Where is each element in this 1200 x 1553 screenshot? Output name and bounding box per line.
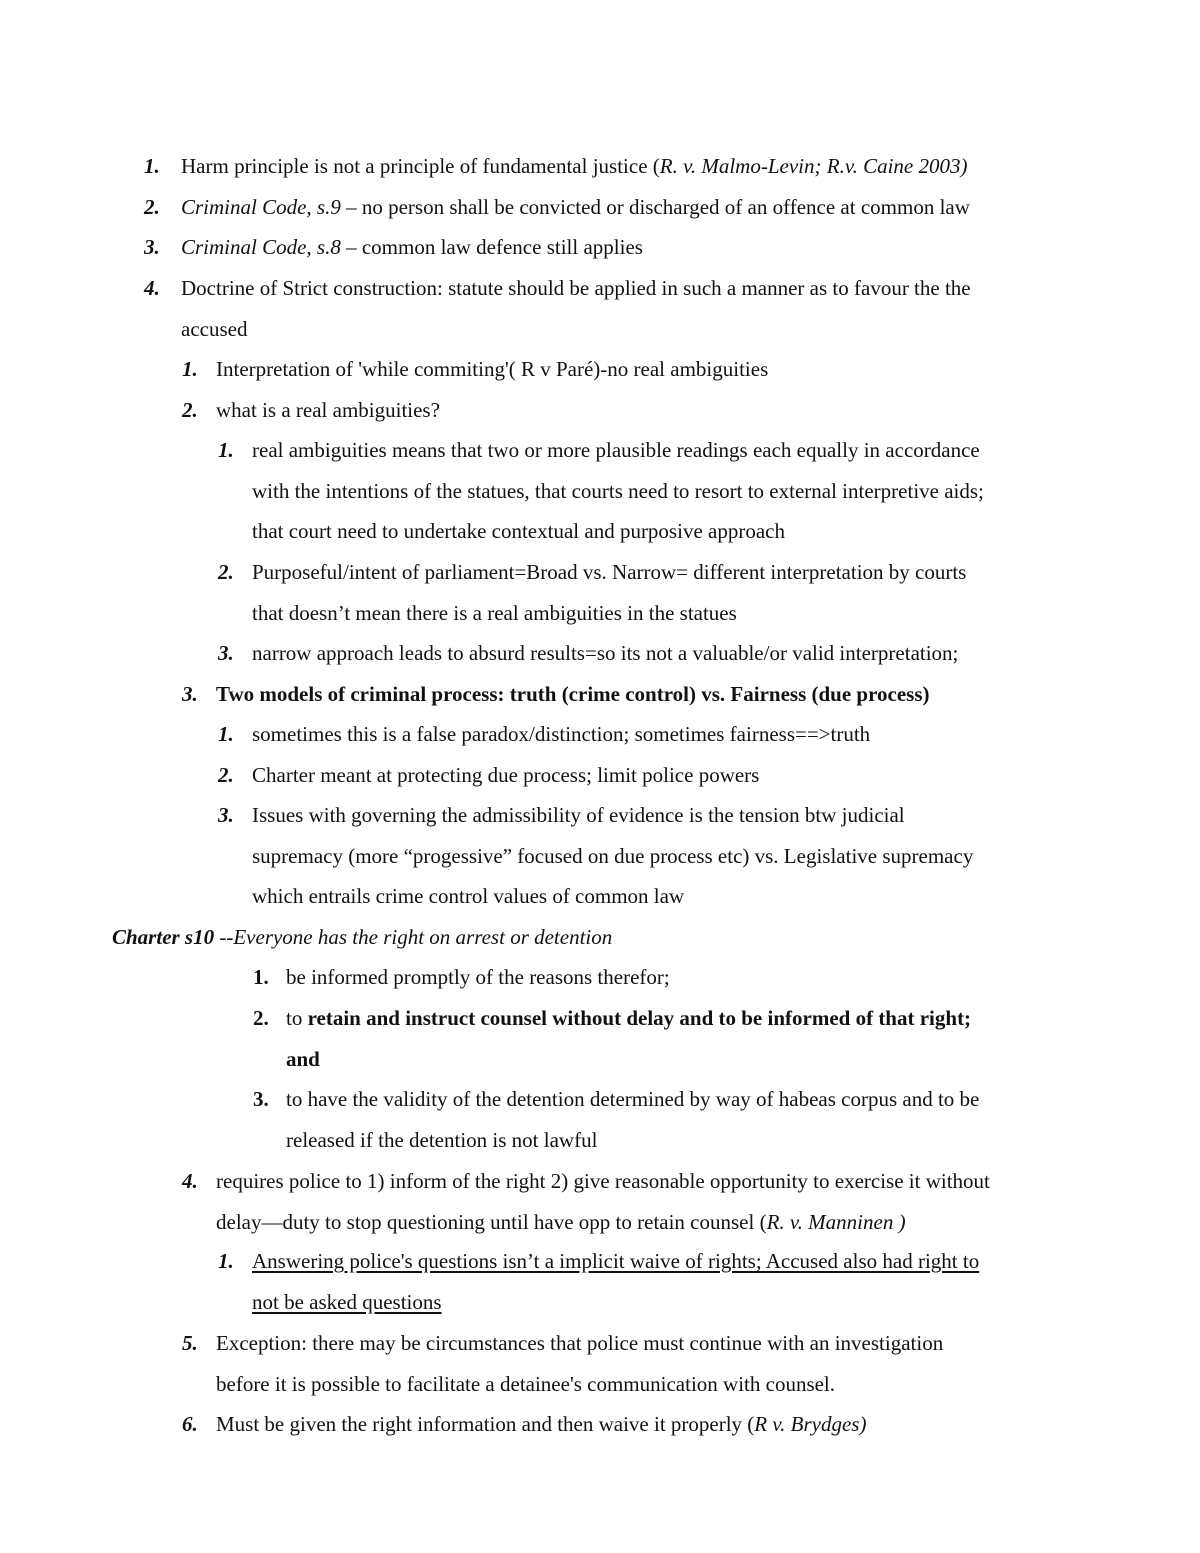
text-run: Doctrine of Strict construction: statute should be applied in such a manner as to favour the the bbox=[181, 276, 971, 300]
text-run: with the intentions of the statues, that courts need to resort to external interpretive aids; bbox=[252, 478, 984, 503]
list-item-line bbox=[252, 843, 973, 869]
text-run: and bbox=[286, 1046, 320, 1071]
list-item-line bbox=[181, 275, 971, 301]
list-item-line bbox=[216, 356, 768, 382]
list-item-line bbox=[286, 1046, 320, 1072]
text-run: Interpretation of 'while commiting'( R v Paré)-no real ambiguities bbox=[216, 357, 769, 381]
text-run: accused bbox=[181, 316, 248, 341]
list-number: 2. bbox=[218, 560, 234, 584]
text-run: Charter s10 bbox=[112, 925, 215, 949]
text-run: Criminal Code, s.8 bbox=[181, 235, 341, 259]
list-number: 2. bbox=[253, 1006, 269, 1030]
list-item-line bbox=[216, 1168, 990, 1194]
list-number: 1. bbox=[218, 438, 234, 462]
text-run: Charter meant at protecting due process; limit police powers bbox=[252, 763, 760, 787]
list-number: 3. bbox=[144, 235, 160, 259]
text-run: Exception: there may be circumstances that police must continue with an investigation bbox=[216, 1331, 944, 1355]
list-item-line bbox=[216, 1371, 835, 1397]
text-run: R. v. Manninen ) bbox=[766, 1209, 906, 1234]
text-run: real ambiguities means that two or more plausible readings each equally in accordance bbox=[252, 438, 980, 462]
text-run: not be asked questions bbox=[252, 1289, 442, 1314]
list-item-line bbox=[181, 234, 643, 260]
list-item-line bbox=[252, 883, 684, 909]
text-run: that doesn’t mean there is a real ambiguities in the statues bbox=[252, 600, 737, 625]
list-number: 3. bbox=[218, 641, 234, 665]
text-run: – common law defence still applies bbox=[340, 235, 643, 259]
text-run: which entrails crime control values of common law bbox=[252, 884, 685, 909]
text-run: retain and instruct counsel without delay and to be informed of that right; bbox=[307, 1006, 972, 1030]
list-item-line bbox=[216, 397, 440, 423]
list-number: 1. bbox=[144, 154, 160, 178]
list-item-line bbox=[252, 559, 966, 585]
text-run: – no person shall be convicted or discharged of an offence at common law bbox=[340, 195, 970, 219]
list-item-line bbox=[286, 1127, 597, 1153]
text-run: Criminal Code, s.9 bbox=[181, 195, 341, 219]
text-run: what is a real ambiguities? bbox=[216, 398, 440, 422]
list-item-line bbox=[216, 1411, 866, 1437]
list-item-line bbox=[181, 194, 970, 220]
list-number: 1. bbox=[218, 722, 234, 746]
list-item-line bbox=[286, 1005, 971, 1031]
list-item-line bbox=[252, 600, 737, 626]
text-run: Answering police's questions isn’t a implicit waive of rights; Accused also had right to bbox=[252, 1249, 980, 1273]
text-run: that court need to undertake contextual and purposive approach bbox=[252, 519, 785, 544]
list-number: 4. bbox=[144, 276, 160, 300]
text-run: Issues with governing the admissibility of evidence is the tension btw judicial bbox=[252, 803, 905, 827]
list-number: 5. bbox=[182, 1331, 198, 1355]
list-item-line bbox=[252, 1248, 979, 1274]
list-item-line bbox=[252, 640, 958, 666]
list-number: 3. bbox=[253, 1087, 269, 1111]
list-item-line bbox=[252, 478, 984, 504]
list-item-line bbox=[286, 964, 670, 990]
text-run: to have the validity of the detention determined by way of habeas corpus and to be bbox=[286, 1087, 980, 1111]
text-run: be informed promptly of the reasons therefor; bbox=[286, 965, 670, 989]
text-run: delay—duty to stop questioning until have opp to retain counsel ( bbox=[216, 1209, 767, 1234]
list-item-line bbox=[252, 437, 980, 463]
list-item-line bbox=[252, 518, 785, 544]
list-item-line bbox=[181, 153, 968, 179]
list-item-line bbox=[252, 1289, 442, 1315]
text-run: requires police to 1) inform of the right 2) give reasonable opportunity to exercise it without bbox=[216, 1169, 990, 1193]
text-run: narrow approach leads to absurd results=so its not a valuable/or valid interpretation; bbox=[252, 641, 959, 665]
text-run: R v. Brydges) bbox=[754, 1412, 867, 1436]
section-heading bbox=[112, 924, 612, 950]
list-number: 3. bbox=[182, 682, 198, 706]
list-number: 4. bbox=[182, 1169, 198, 1193]
list-number: 2. bbox=[218, 763, 234, 787]
list-number: 2. bbox=[144, 195, 160, 219]
text-run: before it is possible to facilitate a detainee's communication with counsel. bbox=[216, 1371, 836, 1396]
text-run: R. v. Malmo-Levin; R.v. Caine 2003) bbox=[659, 154, 968, 178]
text-run: released if the detention is not lawful bbox=[286, 1127, 598, 1152]
text-run: sometimes this is a false paradox/distinction; sometimes fairness==>truth bbox=[252, 722, 871, 746]
list-item-line bbox=[252, 802, 905, 828]
text-run: Two models of criminal process: truth (crime control) vs. Fairness (due process) bbox=[216, 682, 930, 706]
list-number: 1. bbox=[253, 965, 269, 989]
text-run: supremacy (more “progessive” focused on due process etc) vs. Legislative supremacy bbox=[252, 843, 974, 868]
list-item-line bbox=[181, 316, 247, 342]
list-item-line bbox=[286, 1086, 979, 1112]
text-run: Must be given the right information and then waive it properly ( bbox=[216, 1412, 755, 1436]
text-run: Purposeful/intent of parliament=Broad vs. Narrow= different interpretation by courts bbox=[252, 560, 967, 584]
list-number: 1. bbox=[182, 357, 198, 381]
list-item-line bbox=[216, 1330, 943, 1356]
list-number: 1. bbox=[218, 1249, 234, 1273]
text-run: --Everyone has the right on arrest or detention bbox=[214, 925, 613, 949]
list-item-line bbox=[252, 762, 759, 788]
list-number: 3. bbox=[218, 803, 234, 827]
list-item-line bbox=[216, 681, 930, 707]
list-number: 6. bbox=[182, 1412, 198, 1436]
list-item-line bbox=[252, 721, 870, 747]
text-run: Harm principle is not a principle of fundamental justice ( bbox=[181, 154, 660, 178]
list-item-line bbox=[216, 1209, 906, 1235]
text-run: to bbox=[286, 1006, 308, 1030]
list-number: 2. bbox=[182, 398, 198, 422]
